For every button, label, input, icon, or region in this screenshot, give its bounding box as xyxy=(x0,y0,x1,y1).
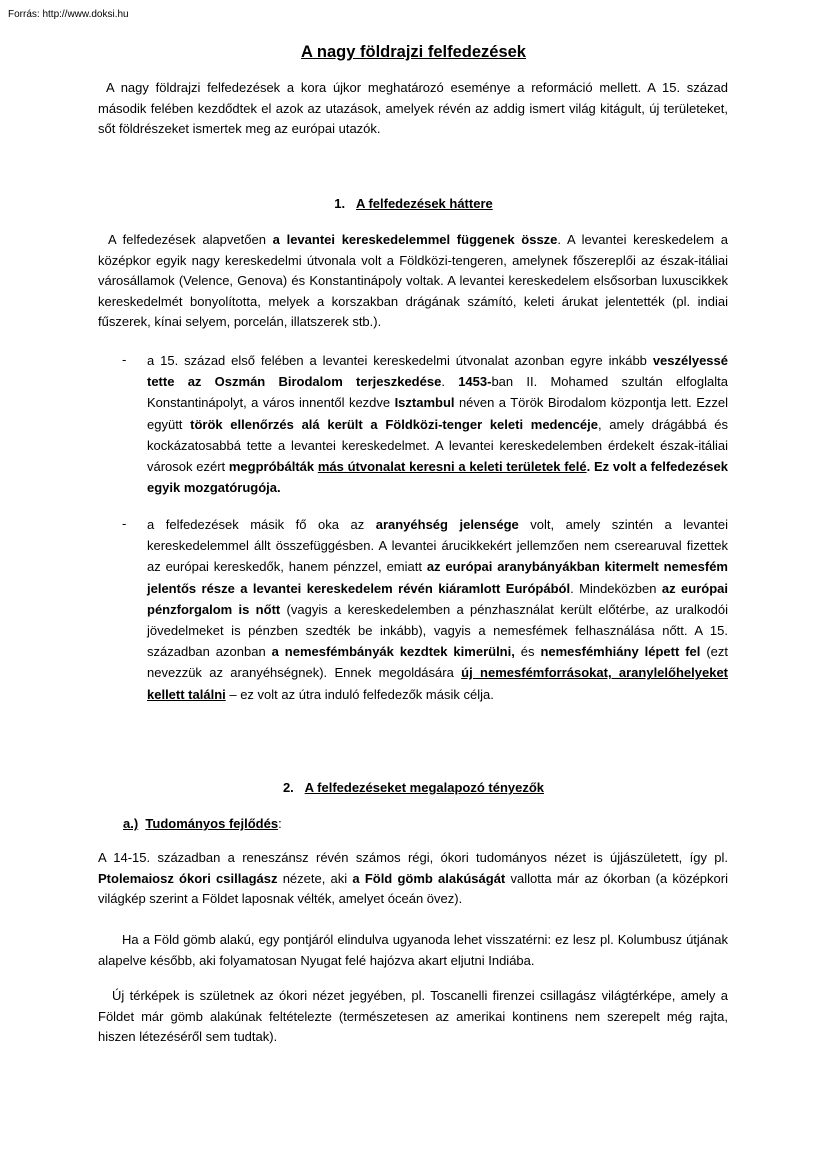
section-2-number: 2. xyxy=(282,780,294,795)
bullet-marker: - xyxy=(122,516,127,531)
section-2-paragraph-1 xyxy=(98,848,728,910)
section-2-heading xyxy=(0,780,827,795)
text-run-bold: Isztambul xyxy=(394,395,455,411)
text-run: a 15. század első felében a levantei kereskedelmi útvonalat azonban egyre inkább xyxy=(147,353,653,368)
text-run: . Mindeközben xyxy=(570,580,662,596)
section-1-number: 1. xyxy=(334,196,346,211)
bullet-1 xyxy=(147,350,728,498)
page-title: A nagy földrajzi felfedezések xyxy=(301,43,526,61)
subsection-a-marker: a.) xyxy=(123,816,139,831)
subsection-a-title: Tudományos fejlődés xyxy=(145,816,279,831)
section-2-paragraph-3: Új térképek is születnek az ókori nézet jegyében, pl. Toscanelli firenzei csillagász világtérképe, amely a Földet már gömb alakúnak feltételezte (természetesen az amerikai kontinens nem szerepelt még rajta, hiszen létezéséről sem tudtak). xyxy=(98,988,728,1045)
text-run-bold-underline: új nemesfémforrásokat, aranylelőhelyeket kellett találni xyxy=(147,665,728,702)
text-run: (ezt nevezzük az aranyéhségnek). Ennek megoldására xyxy=(147,644,729,681)
text-run: . A levantei kereskedelem a középkor egyik nagy kereskedelmi útvonala volt a Földközi-tengeren, amelynek főszereplői az észak-itáliai városállamok (Velence, Genova) és Konstantinápoly voltak. A levantei kereskedelem elsősorban luxuscikkek kereskedelmét bonyolította, melyek a korszakban drágának számító, keleti árukat jelentették (pl. indiai fűszerek, kínai selyem, porcelán, illatszerek stb.). xyxy=(98,232,729,330)
text-run: nézete, aki xyxy=(277,870,353,886)
text-run: (vagyis a kereskedelemben a pénzhasználat került előtérbe, az uralkodói jövedelmeket is pénzben szedték be inkább), vagyis a nemesfémek felhasználása nőtt. A 15. században azonban xyxy=(147,601,728,660)
text-run: A 14-15. században a reneszánsz révén számos régi, ókori tudományos nézet is újjászületett, így pl. xyxy=(98,850,728,865)
text-run-bold: veszélyessé tette az Oszmán Birodalom terjeszkedése xyxy=(147,353,728,390)
text-run: A felfedezések alapvetően xyxy=(108,232,273,247)
text-run-bold: török ellenőrzés alá került a Földközi-tenger keleti medencéje xyxy=(190,416,598,432)
subsection-a-heading xyxy=(123,816,282,831)
source-note: Forrás: http://www.doksi.hu xyxy=(8,9,129,20)
text-run-bold: az európai aranybányákban kitermelt nemesfém jelentős része a levantei kereskedelem révén kiáramlott Európából xyxy=(147,559,728,596)
text-run-bold: megpróbálták xyxy=(228,459,315,475)
text-run-bold: az európai pénzforgalom is nőtt xyxy=(147,580,728,617)
text-run: , amely drágábbá és kockázatosabbá tette a levantei kereskedelmet. A levantei kereskedelemben érdekelt észak-itáliai városok ezért xyxy=(147,416,729,475)
text-run-bold: aranyéhség jelensége xyxy=(375,517,519,532)
text-run: . xyxy=(441,374,459,390)
section-2-title: A felfedezéseket megalapozó tényezők xyxy=(304,780,545,795)
text-run: : xyxy=(278,816,282,831)
text-run-bold: 1453- xyxy=(458,374,492,390)
section-2-paragraph-2: Ha a Föld gömb alakú, egy pontjáról elindulva ugyanoda lehet visszatérni: ez lesz pl. Kolumbusz útjának alapelve később, aki folyamatosan Nyugat felé hajózva akart eljutni Indiába. xyxy=(98,932,728,968)
intro-paragraph: A nagy földrajzi felfedezések a kora újkor meghatározó eseménye a reformáció mellett. A 15. század második felében kezdődtek el azok az utazások, amelyek révén az addig ismert világ kitágult, új területeket, sőt földrészeket ismertek meg az európai utazók. xyxy=(98,80,728,137)
text-run-bold: nemesfémhiány lépett fel xyxy=(540,644,701,660)
text-run-bold: a levantei kereskedelemmel függenek össze xyxy=(272,232,558,247)
section-1-heading xyxy=(0,196,827,211)
text-run: volt, amely szintén a levantei kereskedelemmel állt összefüggésben. A levantei árucikkekért jellemzően nem cserearuval fizettek az európai kereskedők, hanem pénzzel, emiatt xyxy=(147,517,729,575)
text-run: néven a Török Birodalom központja lett. Ezzel együtt xyxy=(147,395,728,432)
bullet-2 xyxy=(147,514,728,705)
text-run: – ez volt az útra induló felfedezők másik célja. xyxy=(225,686,494,702)
section-1-paragraph xyxy=(98,230,728,333)
text-run: és xyxy=(514,644,541,660)
text-run-bold: a nemesfémbányák kezdtek kimerülni, xyxy=(271,644,515,660)
text-run-bold: Ptolemaiosz ókori csillagász xyxy=(98,870,278,886)
text-run-bold-underline: más útvonalat keresni a keleti területek felé xyxy=(317,459,587,475)
text-run: a felfedezések másik fő oka az xyxy=(147,517,376,532)
text-run: vallotta már az ókorban (a középkori világkép szerint a Földet laposnak vélték, amelyet óceán övez). xyxy=(98,870,728,907)
bullet-marker: - xyxy=(122,352,127,367)
text-run-bold: . Ez volt a felfedezések egyik mozgatórugója. xyxy=(147,459,728,496)
section-1-title: A felfedezések háttere xyxy=(355,196,493,211)
text-run-bold: a Föld gömb alakúságát xyxy=(352,870,506,886)
text-run: ban II. Mohamed szultán elfoglalta Konstantinápolyt, a város innentől kezdve xyxy=(147,374,728,411)
